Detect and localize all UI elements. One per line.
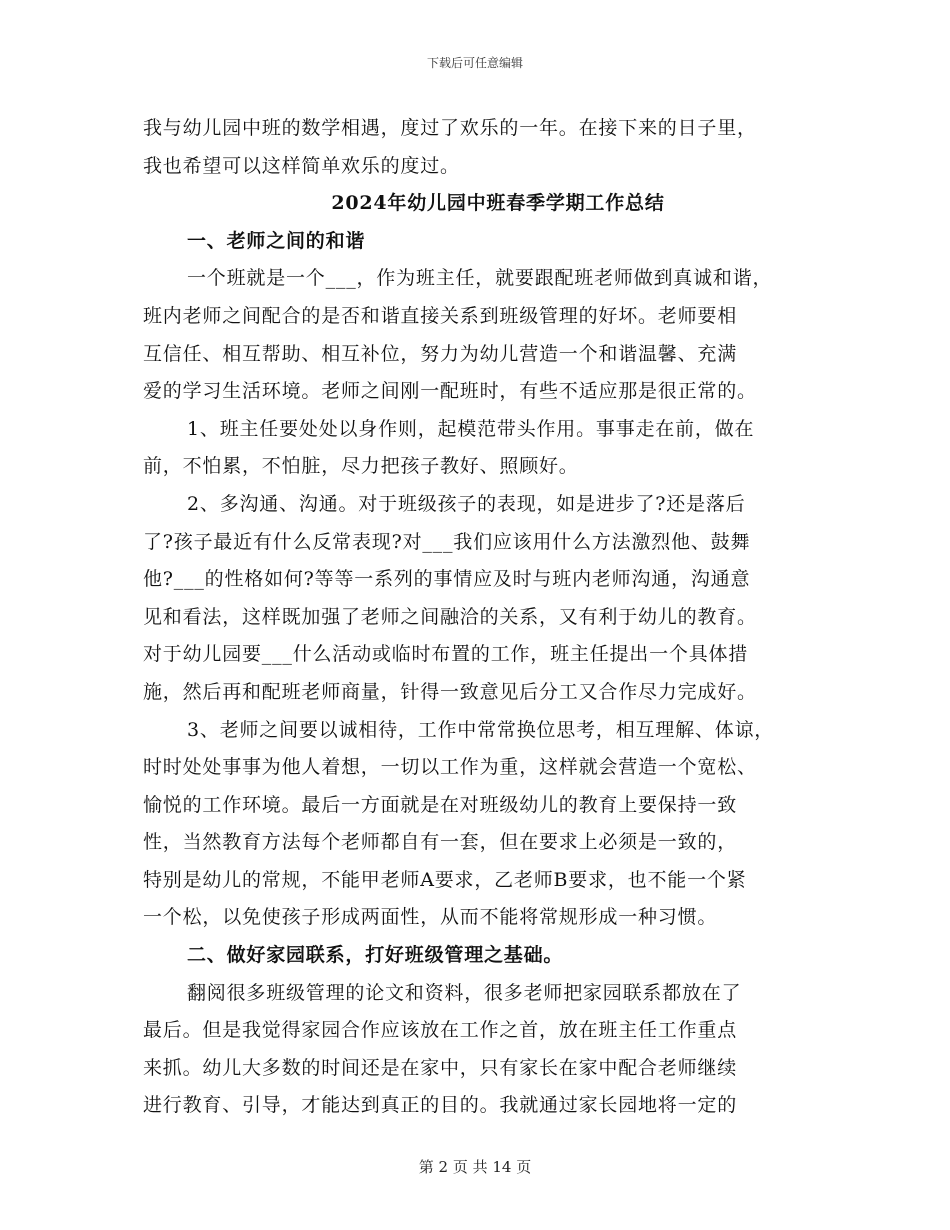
body-line: 翻阅很多班级管理的论文和资料，很多老师把家园联系都放在了: [187, 981, 742, 1004]
body-line: 特别是幼儿的常规，不能甲老师A要求，乙老师B要求，也不能一个紧: [143, 868, 747, 891]
body-line: 性，当然教育方法每个老师都自有一套，但在要求上必须是一致的，: [143, 831, 738, 854]
body-line: 时时处处事事为他人着想，一切以工作为重，这样就会营造一个宽松、: [143, 756, 757, 779]
body-line: 最后。但是我觉得家园合作应该放在工作之首，放在班主任工作重点: [143, 1019, 738, 1042]
page-footer: 第 2 页 共 14 页: [418, 1158, 532, 1176]
body-line: 2、多沟通、沟通。对于班级孩子的表现，如是进步了?还是落后: [187, 492, 746, 515]
body-line: 一个班就是一个___，作为班主任，就要跟配班老师做到真诚和谐，: [187, 267, 773, 290]
body-line: 对于幼儿园要___什么活动或临时布置的工作，班主任提出一个具体措: [143, 643, 749, 666]
body-line: 1、班主任要处处以身作则，起模范带头作用。事事走在前，做在: [187, 417, 755, 440]
body-line: 我也希望可以这样简单欢乐的度过。: [143, 154, 460, 177]
body-line: 一个松，以免使孩子形成两面性，从而不能将常规形成一种习惯。: [143, 906, 718, 929]
body-line: 愉悦的工作环境。最后一方面就是在对班级幼儿的教育上要保持一致: [143, 793, 738, 816]
body-line: 了?孩子最近有什么反常表现?对___我们应该用什么方法激烈他、鼓舞: [143, 530, 751, 553]
section-heading: 二、做好家园联系，打好班级管理之基础。: [187, 944, 564, 967]
body-line: 3、老师之间要以诚相待，工作中常常换位思考，相互理解、体谅，: [187, 718, 775, 741]
body-line: 我与幼儿园中班的数学相遇，度过了欢乐的一年。在接下来的日子里，: [143, 117, 757, 139]
body-line: 见和看法，这样既加强了老师之间融洽的关系，又有利于幼儿的教育。: [143, 605, 757, 628]
page-header: 下载后可任意编辑: [426, 56, 523, 70]
body-line: 爱的学习生活环境。老师之间刚一配班时，有些不适应那是很正常的。: [143, 380, 757, 403]
body-line: 进行教育、引导，才能达到真正的目的。我就通过家长园地将一定的: [143, 1094, 738, 1117]
body-line: 施，然后再和配班老师商量，针得一致意见后分工又合作尽力完成好。: [143, 680, 757, 703]
body-line: 他?___的性格如何?等等一系列的事情应及时与班内老师沟通，沟通意: [143, 568, 751, 591]
body-line: 来抓。幼儿大多数的时间还是在家中，只有家长在家中配合老师继续: [143, 1056, 738, 1079]
section-heading: 一、老师之间的和谐: [187, 229, 366, 252]
body-line: 前，不怕累，不怕脏，尽力把孩子教好、照顾好。: [143, 455, 579, 478]
document-body: [143, 110, 813, 1125]
body-line: 互信任、相互帮助、相互补位，努力为幼儿营造一个和谐温馨、充满: [143, 342, 738, 365]
body-line: 班内老师之间配合的是否和谐直接关系到班级管理的好坏。老师要相: [143, 304, 738, 327]
document-title: 2024年幼儿园中班春季学期工作总结: [331, 192, 665, 215]
